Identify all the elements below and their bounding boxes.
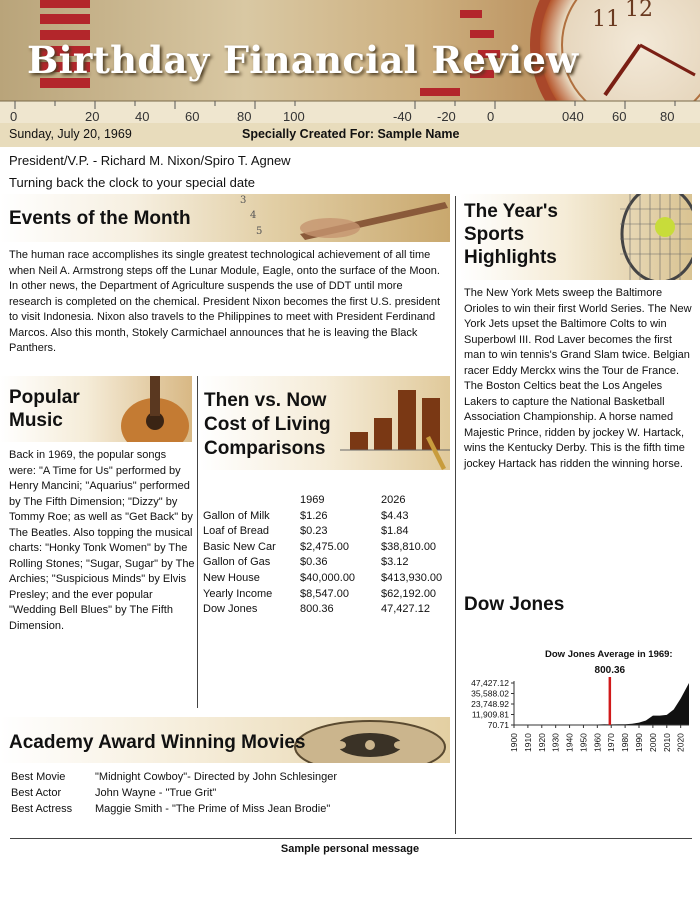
award-winner: Maggie Smith - "The Prime of Miss Jean Brodie": [95, 803, 331, 815]
x-tick-label: 1910: [522, 733, 533, 752]
y-tick-label: 70.71: [487, 720, 509, 730]
award-winner: John Wayne - "True Grit": [95, 787, 217, 799]
cost-now: $413,930.00: [381, 571, 443, 584]
x-tick-label: 2010: [661, 733, 672, 752]
cost-title-line-1: Then vs. Now: [204, 390, 327, 411]
svg-text:040: 040: [562, 109, 584, 123]
table-row: [203, 541, 442, 557]
svg-text:5: 5: [256, 226, 263, 237]
x-tick-label: 1930: [550, 733, 561, 752]
dow-title: Dow Jones: [464, 594, 565, 615]
events-header: [0, 194, 450, 242]
svg-text:0: 0: [487, 109, 495, 123]
x-tick-label: 1960: [592, 733, 603, 752]
personal-message: Sample personal message: [280, 843, 420, 855]
cost-then: $0.36: [300, 556, 328, 569]
movies-table: [11, 771, 337, 819]
sports-title: [464, 200, 558, 269]
created-for: Specially Created For: Sample Name: [242, 127, 460, 141]
highlight-value-label: 800.36: [594, 665, 626, 676]
movies-header: [0, 717, 450, 763]
award-winner: "Midnight Cowboy"- Directed by John Schlesinger: [95, 771, 337, 783]
sports-title-line-3: Highlights: [464, 247, 557, 268]
cost-then: $40,000.00: [300, 571, 356, 584]
sports-text: The New York Mets sweep the Baltimore Orioles to win their first World Series. The New York Jets upset the Baltimore Colts to win Superbowl III. Rod Laver becomes the first man to win tennis's Grand Slam twice. Belgian racer Eddy Merckx wins the Tour de France. The Boston Celtics beat the Los Angeles Lakers to capture the National Basketball Association Championship. A horse named Majestic Prince, ridden by jockey W. Hartack, wins the Kentucky Derby. This is the fifth time jockey Hartack has ridden the winning horse.: [464, 287, 692, 470]
cost-then: $0.23: [300, 525, 328, 538]
svg-text:0: 0: [10, 109, 18, 123]
movies-title: Academy Award Winning Movies: [9, 732, 306, 753]
sports-title-line-1: The Year's: [464, 201, 558, 222]
cost-item: Basic New Car: [203, 540, 276, 553]
cost-now: $38,810.00: [381, 540, 437, 553]
table-row: [11, 787, 337, 803]
cost-now: $4.43: [381, 509, 409, 522]
music-title-line-1: Popular: [9, 387, 80, 408]
svg-text:80: 80: [660, 109, 675, 123]
cost-item: Loaf of Bread: [203, 525, 270, 538]
music-title: [9, 386, 80, 432]
sub-header-bar: [0, 123, 700, 147]
svg-text:80: 80: [237, 109, 252, 123]
events-text: The human race accomplishes its single greatest technological achievement of all time when Neil A. Armstrong steps off the Lunar Module, Eagle, onto the surface of the Moon. In other news, the Department of Agriculture suspends the use of DDT until more research is completed on the chemical. President Nixon becomes the first U.S. president to visit Indonesia. Nixon also travels to the Philippines to meet with President Ferdinand Marcos. Also this month, Stokely Carmichael announces that he is leaving the Black Panthers.: [9, 249, 441, 354]
birth-date: Sunday, July 20, 1969: [9, 127, 132, 141]
y-tick-label: 23,748.92: [471, 699, 509, 709]
y-tick-label: 47,427.12: [471, 678, 509, 688]
y-tick-label: 35,588.02: [471, 688, 509, 699]
cost-now: $3.12: [381, 556, 409, 569]
table-row: [203, 494, 442, 510]
x-tick-label: 1920: [536, 733, 547, 752]
x-tick-label: 2000: [647, 733, 658, 752]
cost-now: $62,192.00: [381, 587, 437, 600]
svg-text:100: 100: [283, 109, 305, 123]
svg-text:12: 12: [625, 0, 653, 22]
svg-text:11: 11: [592, 7, 620, 32]
dow-chart: [470, 655, 690, 775]
table-row: [11, 803, 337, 819]
cost-item: Gallon of Gas: [203, 556, 271, 569]
divider-middle-column: [197, 376, 198, 708]
cost-then: $2,475.00: [300, 540, 349, 553]
table-row: [203, 510, 442, 526]
cost-item: Dow Jones: [203, 603, 258, 616]
tagline: Turning back the clock to your special date: [9, 175, 255, 190]
award-category: Best Actress: [11, 803, 73, 815]
music-title-line-2: Music: [9, 410, 63, 431]
cost-item: New House: [203, 571, 260, 584]
x-tick-label: 1950: [578, 733, 589, 752]
chart-title: Dow Jones Average in 1969:: [545, 649, 673, 660]
cost-then: 800.36: [300, 603, 334, 616]
award-category: Best Actor: [11, 787, 62, 799]
cost-header-cell: 1969: [300, 494, 325, 506]
cost-title-line-3: Comparisons: [204, 438, 326, 459]
y-tick-label: 11,909.81: [471, 709, 509, 720]
cost-item: Gallon of Milk: [203, 509, 270, 522]
table-row: [11, 771, 337, 787]
music-text: Back in 1969, the popular songs were: "A Time for Us" performed by Henry Mancini; "Aquarius" performed by The Fifth Dimension; "Dizzy" by Tommy Roe; as well as "Get Back" by The Beatles. Also topping the musical charts: "Honky Tonk Women" by The Rolling Stones; "Sugar, Sugar" by The Archies; "Suspicious Minds" by Elvis Presley; and the ever popular "Wedding Bell Blues" by The Fifth Dimension.: [9, 449, 195, 632]
svg-text:60: 60: [185, 109, 200, 123]
x-tick-label: 1900: [509, 733, 519, 752]
president-line: President/V.P. - Richard M. Nixon/Spiro T. Agnew: [9, 153, 291, 168]
sports-title-line-2: Sports: [464, 224, 525, 245]
x-tick-label: 2020: [675, 733, 686, 752]
x-tick-label: 1970: [606, 733, 617, 752]
divider-right-column: [455, 196, 456, 834]
table-row: [203, 603, 442, 619]
table-row: [203, 588, 442, 604]
svg-text:4: 4: [250, 210, 257, 221]
svg-text:3: 3: [240, 195, 247, 206]
events-title: Events of the Month: [9, 208, 191, 229]
cost-title-line-2: Cost of Living: [204, 414, 331, 435]
header-banner: [0, 0, 700, 123]
svg-text:-20: -20: [437, 109, 456, 123]
music-header: [0, 376, 192, 442]
award-category: Best Movie: [11, 771, 66, 783]
cost-header-cell: [203, 494, 300, 510]
svg-text:-40: -40: [393, 109, 412, 123]
cost-header-cell: 2026: [381, 494, 406, 506]
cost-title: [204, 389, 331, 461]
divider-footer: [10, 838, 692, 839]
cost-then: $8,547.00: [300, 587, 349, 600]
cost-now: $1.84: [381, 525, 409, 538]
x-tick-label: 1940: [564, 733, 575, 752]
cost-then: $1.26: [300, 509, 328, 522]
x-tick-label: 1980: [620, 733, 631, 752]
cost-now: 47,427.12: [381, 603, 430, 616]
x-tick-label: 1990: [634, 733, 644, 752]
table-row: [203, 525, 442, 541]
page-title: Birthday Financial Review: [27, 38, 579, 82]
cost-header: [200, 376, 450, 470]
cost-table: [203, 494, 442, 619]
svg-text:60: 60: [612, 109, 627, 123]
dow-area-series: [514, 683, 689, 725]
svg-text:20: 20: [85, 109, 100, 123]
table-row: [203, 556, 442, 572]
table-row: [203, 572, 442, 588]
sports-header: [460, 194, 692, 280]
svg-text:40: 40: [135, 109, 150, 123]
cost-item: Yearly Income: [203, 587, 273, 600]
